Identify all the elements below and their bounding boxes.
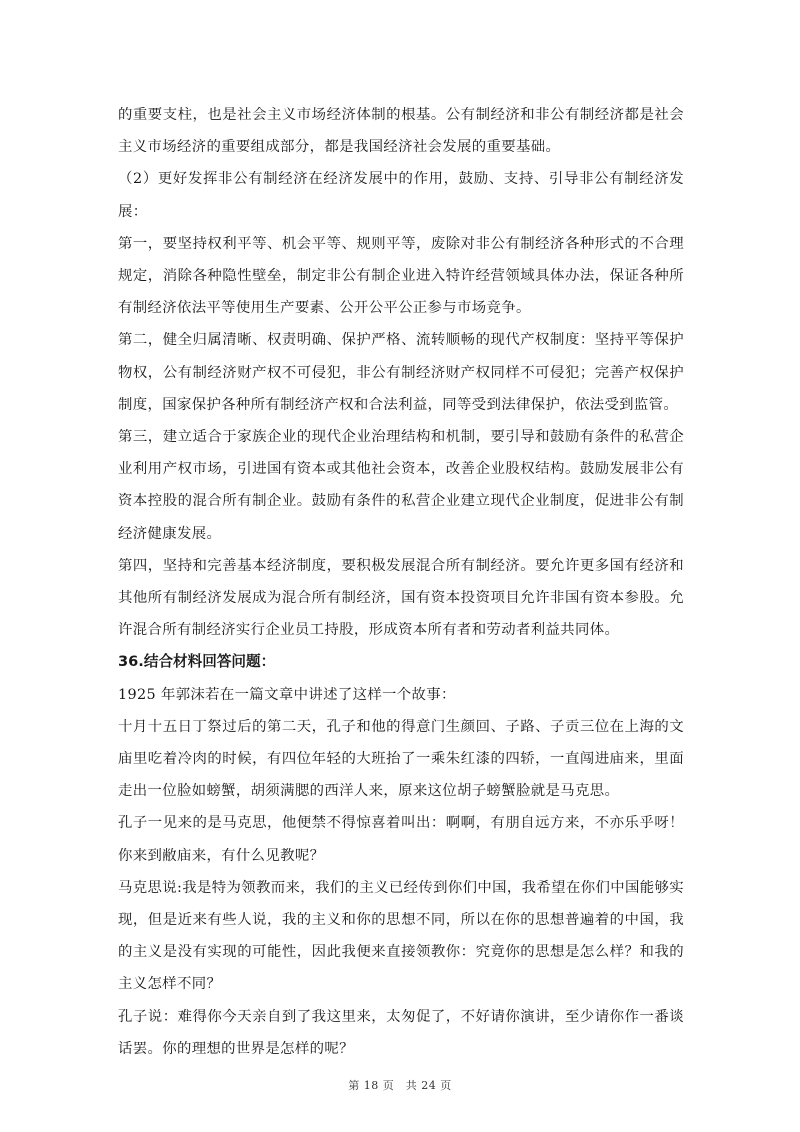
material-confucius-greeting: 孔子一见来的是马克思，他便禁不得惊喜着叫出：啊啊，有朋自远方来，不亦乐乎呀！你来到敝庙来，有什么见教呢？ [118, 815, 684, 864]
material-story: 十月十五日丁祭过后的第二天，孔子和他的得意门生颜回、子路、子贡三位在上海的文庙里吃着冷肉的时候，有四位年轻的大班抬了一乘朱红漆的四轿，一直闯进庙来，里面走出一位脸如螃蟹，胡须满腮的西洋人来，原来这位胡子螃蟹脸就是马克思。 [118, 718, 684, 800]
paragraph-subquestion-2: （2）更好发挥非公有制经济在经济发展中的作用，鼓励、支持、引导非公有制经济发展： [118, 171, 684, 220]
paragraph-point-3: 第三，建立适合于家族企业的现代企业治理结构和机制，要引导和鼓励有条件的私营企业利用产权市场，引进国有资本或其他社会资本，改善企业股权结构。鼓励发展非公有资本控股的混合所有制企业。鼓励有条件的私营企业建立现代企业制度，促进非公有制经济健康发展。 [118, 429, 684, 542]
paragraph-point-4: 第四，坚持和完善基本经济制度，要积极发展混合所有制经济。要允许更多国有经济和其他所有制经济发展成为混合所有制经济，国有资本投资项目允许非国有资本参股。允许混合所有制经济实行企业员工持股，形成资本所有者和劳动者利益共同体。 [118, 557, 684, 639]
material-confucius-reply: 孔子说：难得你今天亲自到了我这里来，太匆促了，不好请你演讲，至少请你作一番谈话罢。你的理想的世界是怎样的呢？ [118, 1008, 684, 1057]
material-marx-speech: 马克思说:我是特为领教而来，我们的主义已经传到你们中国，我希望在你们中国能够实现，但是近来有些人说，我的主义和你的思想不同，所以在你的思想普遍着的中国，我的主义是没有实现的可能性，因此我便来直接领教你：究竟你的思想是怎么样？和我的主义怎样不同？ [118, 879, 684, 993]
question-heading: 36.结合材料回答问题： [118, 653, 276, 671]
paragraph-point-2: 第二，健全归属清晰、权责明确、保护严格、流转顺畅的现代产权制度：坚持平等保护物权，公有制经济财产权不可侵犯，非公有制经济财产权同样不可侵犯；完善产权保护制度，国家保护各种所有制经济产权和合法利益，同等受到法律保护，依法受到监管。 [118, 332, 684, 413]
paragraph-point-1: 第一，要坚持权利平等、机会平等、规则平等，废除对非公有制经济各种形式的不合理规定，消除各种隐性壁垒，制定非公有制企业进入特许经营领域具体办法，保证各种所有制经济依法平等使用生产要素、公开公平公正参与市场竞争。 [118, 235, 684, 317]
paragraph-continuation: 的重要支柱，也是社会主义市场经济体制的根基。公有制经济和非公有制经济都是社会主义市场经济的重要组成部分，都是我国经济社会发展的重要基础。 [118, 107, 684, 156]
page-content [118, 99, 684, 1065]
page-number: 第 18 页 共 24 页 [348, 1079, 452, 1092]
material-intro: 1925 年郭沫若在一篇文章中讲述了这样一个故事： [118, 686, 456, 703]
